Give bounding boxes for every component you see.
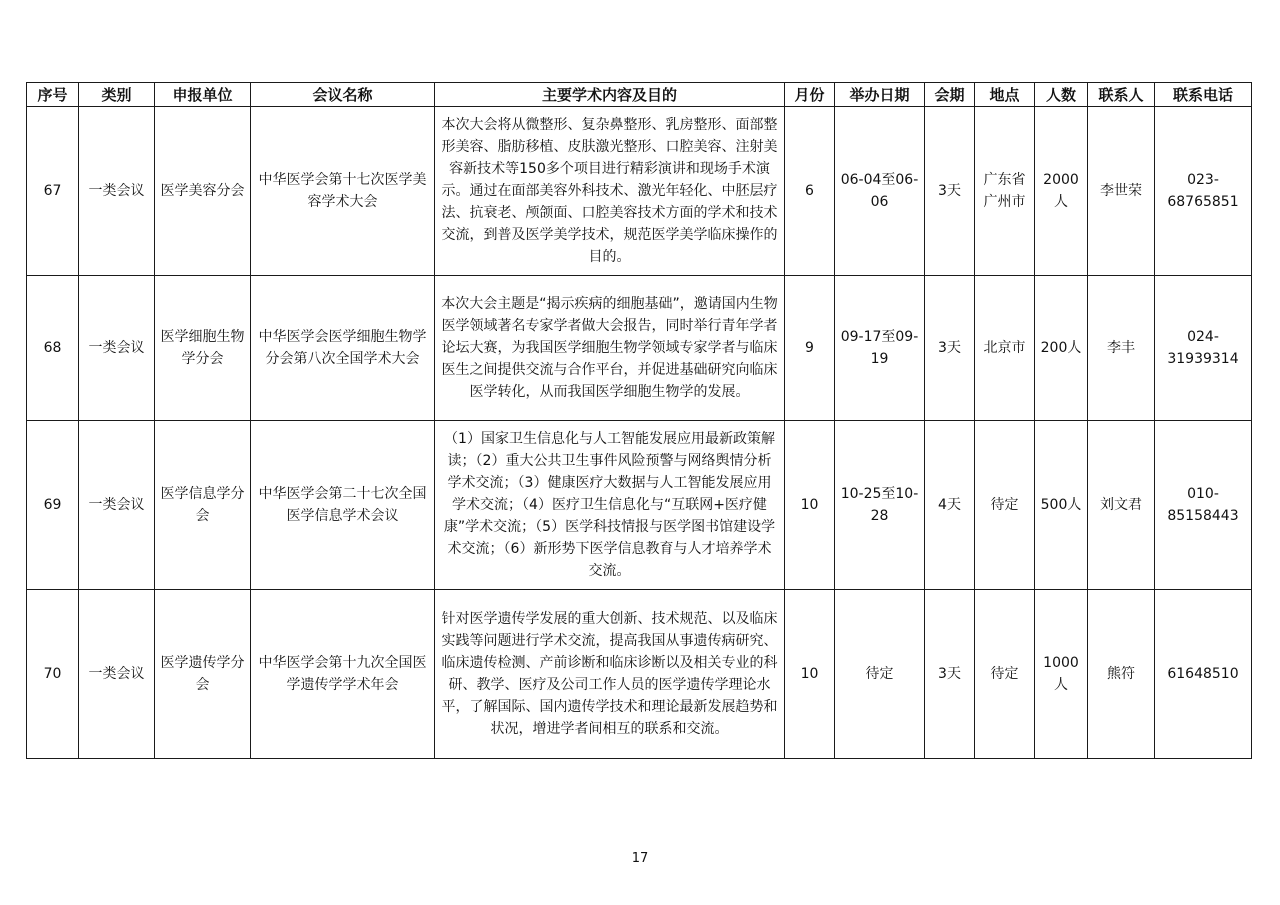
cell-unit: 医学细胞生物学分会 bbox=[155, 276, 251, 421]
header-attendees: 人数 bbox=[1035, 83, 1088, 107]
meetings-table bbox=[26, 82, 1252, 759]
cell-location: 待定 bbox=[975, 421, 1035, 590]
header-location: 地点 bbox=[975, 83, 1035, 107]
cell-contact: 李世荣 bbox=[1088, 107, 1155, 276]
table-row bbox=[27, 590, 1252, 759]
cell-attendees: 2000人 bbox=[1035, 107, 1088, 276]
header-category: 类别 bbox=[79, 83, 155, 107]
cell-category: 一类会议 bbox=[79, 107, 155, 276]
cell-location: 北京市 bbox=[975, 276, 1035, 421]
cell-phone: 61648510 bbox=[1155, 590, 1252, 759]
cell-contact: 刘文君 bbox=[1088, 421, 1155, 590]
cell-contact: 熊符 bbox=[1088, 590, 1155, 759]
cell-category: 一类会议 bbox=[79, 276, 155, 421]
cell-duration: 4天 bbox=[925, 421, 975, 590]
cell-seq: 70 bbox=[27, 590, 79, 759]
cell-seq: 69 bbox=[27, 421, 79, 590]
cell-attendees: 200人 bbox=[1035, 276, 1088, 421]
cell-category: 一类会议 bbox=[79, 590, 155, 759]
cell-seq: 67 bbox=[27, 107, 79, 276]
cell-content: 本次大会主题是“揭示疾病的细胞基础”，邀请国内生物医学领域著名专家学者做大会报告，同时举行青年学者论坛大赛，为我国医学细胞生物学领域专家学者与临床医生之间提供交流与合作平台，并促进基础研究向临床医学转化，从而我国医学细胞生物学的发展。 bbox=[435, 276, 785, 421]
cell-date: 10-25至10-28 bbox=[835, 421, 925, 590]
header-contact: 联系人 bbox=[1088, 83, 1155, 107]
cell-date: 06-04至06-06 bbox=[835, 107, 925, 276]
cell-location: 广东省广州市 bbox=[975, 107, 1035, 276]
table-row bbox=[27, 107, 1252, 276]
table-row bbox=[27, 276, 1252, 421]
cell-unit: 医学美容分会 bbox=[155, 107, 251, 276]
cell-phone: 010-85158443 bbox=[1155, 421, 1252, 590]
cell-month: 6 bbox=[785, 107, 835, 276]
cell-name: 中华医学会第十九次全国医学遗传学学术年会 bbox=[251, 590, 435, 759]
cell-category: 一类会议 bbox=[79, 421, 155, 590]
cell-duration: 3天 bbox=[925, 590, 975, 759]
header-seq: 序号 bbox=[27, 83, 79, 107]
cell-content: （1）国家卫生信息化与人工智能发展应用最新政策解读；（2）重大公共卫生事件风险预警与网络舆情分析学术交流；（3）健康医疗大数据与人工智能发展应用学术交流；（4）医疗卫生信息化与“互联网+医疗健康”学术交流；（5）医学科技情报与医学图书馆建设学术交流；（6）新形势下医学信息教育与人才培养学术交流。 bbox=[435, 421, 785, 590]
cell-duration: 3天 bbox=[925, 107, 975, 276]
cell-month: 10 bbox=[785, 590, 835, 759]
header-unit: 申报单位 bbox=[155, 83, 251, 107]
cell-date: 待定 bbox=[835, 590, 925, 759]
table-header-row bbox=[27, 83, 1252, 107]
header-duration: 会期 bbox=[925, 83, 975, 107]
header-name: 会议名称 bbox=[251, 83, 435, 107]
cell-unit: 医学遗传学分会 bbox=[155, 590, 251, 759]
cell-attendees: 1000人 bbox=[1035, 590, 1088, 759]
cell-seq: 68 bbox=[27, 276, 79, 421]
cell-location: 待定 bbox=[975, 590, 1035, 759]
cell-duration: 3天 bbox=[925, 276, 975, 421]
header-phone: 联系电话 bbox=[1155, 83, 1252, 107]
cell-attendees: 500人 bbox=[1035, 421, 1088, 590]
cell-content: 针对医学遗传学发展的重大创新、技术规范、以及临床实践等问题进行学术交流，提高我国从事遗传病研究、临床遗传检测、产前诊断和临床诊断以及相关专业的科研、教学、医疗及公司工作人员的医学遗传学理论水平，了解国际、国内遗传学技术和理论最新发展趋势和状况，增进学者间相互的联系和交流。 bbox=[435, 590, 785, 759]
cell-month: 9 bbox=[785, 276, 835, 421]
header-date: 举办日期 bbox=[835, 83, 925, 107]
cell-unit: 医学信息学分会 bbox=[155, 421, 251, 590]
table-row bbox=[27, 421, 1252, 590]
cell-phone: 023-68765851 bbox=[1155, 107, 1252, 276]
page-number: 17 bbox=[631, 851, 649, 866]
cell-phone: 024-31939314 bbox=[1155, 276, 1252, 421]
cell-name: 中华医学会第十七次医学美容学术大会 bbox=[251, 107, 435, 276]
cell-name: 中华医学会第二十七次全国医学信息学术会议 bbox=[251, 421, 435, 590]
cell-name: 中华医学会医学细胞生物学分会第八次全国学术大会 bbox=[251, 276, 435, 421]
header-content: 主要学术内容及目的 bbox=[435, 83, 785, 107]
cell-month: 10 bbox=[785, 421, 835, 590]
cell-content: 本次大会将从微整形、复杂鼻整形、乳房整形、面部整形美容、脂肪移植、皮肤激光整形、口腔美容、注射美容新技术等150多个项目进行精彩演讲和现场手术演示。通过在面部美容外科技术、激光年轻化、中胚层疗法、抗衰老、颅颌面、口腔美容技术方面的学术和技术交流，到普及医学美学技术，规范医学美学临床操作的目的。 bbox=[435, 107, 785, 276]
header-month: 月份 bbox=[785, 83, 835, 107]
cell-contact: 李丰 bbox=[1088, 276, 1155, 421]
cell-date: 09-17至09-19 bbox=[835, 276, 925, 421]
